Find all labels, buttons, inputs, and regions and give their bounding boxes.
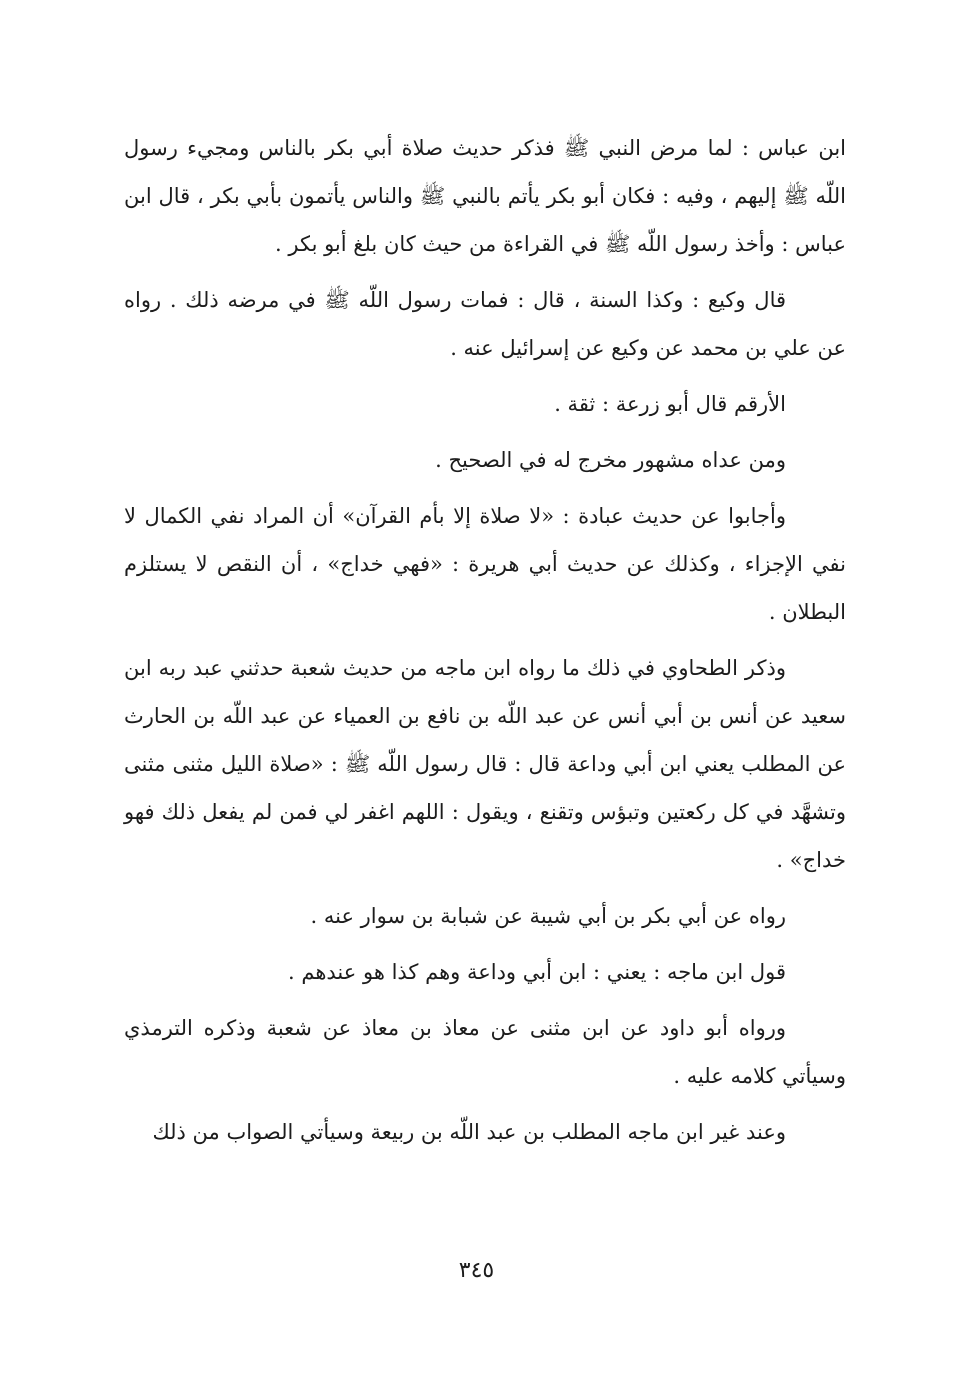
paragraph-5: وأجابوا عن حديث عبادة : «لا صلاة إلا بأم القرآن» أن المراد نفي الكمال لا نفي الإجزاء ، وكذلك عن حديث أبي هريرة : «فهي خداج» ، أن النقص لا يستلزم البطلان .	[124, 504, 846, 624]
paragraph-8: قول ابن ماجه : يعني : ابن أبي وداعة وهم كذا هو عندهم .	[288, 960, 786, 984]
paragraph-7: رواه عن أبي بكر بن أبي شيبة عن شبابة بن سوار عنه .	[310, 904, 786, 928]
paragraph-2: قال وكيع : وكذا السنة ، قال : فمات رسول اللّه ﷺ في مرضه ذلك . رواه عن علي بن محمد عن وكيع عن إسرائيل عنه .	[124, 288, 846, 360]
paragraph-10: وعند غير ابن ماجه المطلب بن عبد اللّه بن ربيعة وسيأتي الصواب من ذلك	[152, 1120, 786, 1144]
paragraph-9: ورواه أبو داود عن ابن مثنى عن معاذ بن معاذ عن شعبة وذكره الترمذي وسيأتي كلامه عليه .	[124, 1016, 846, 1088]
paragraph-1: ابن عباس : لما مرض النبي ﷺ فذكر حديث صلاة أبي بكر بالناس ومجيء رسول اللّه ﷺ إليهم ، وفيه : فكان أبو بكر يأتم بالنبي ﷺ والناس يأتمون بأبي بكر ، قال ابن عباس : وأخذ رسول اللّه ﷺ في القراءة من حيث كان بلغ أبو بكر .	[124, 136, 846, 256]
paragraph-6: وذكر الطحاوي في ذلك ما رواه ابن ماجه من حديث شعبة حدثني عبد ربه ابن سعيد عن أنس بن أبي أنس عن عبد اللّه بن نافع بن العمياء عن عبد اللّه بن الحارث عن المطلب يعني ابن أبي وداعة قال : قال رسول اللّه ﷺ : «صلاة الليل مثنى مثنى وتشهَّد في كل ركعتين وتبؤس وتقنع ، ويقول : اللهم اغفر لي فمن لم يفعل ذلك فهو خداج» .	[124, 656, 846, 872]
paragraph-3: الأرقم قال أبو زرعة : ثقة .	[554, 392, 786, 416]
page-number: ٣٤٥	[458, 1258, 495, 1283]
paragraph-4: ومن عداه مشهور مخرج له في الصحيح .	[435, 448, 786, 472]
body-text	[124, 124, 846, 1164]
